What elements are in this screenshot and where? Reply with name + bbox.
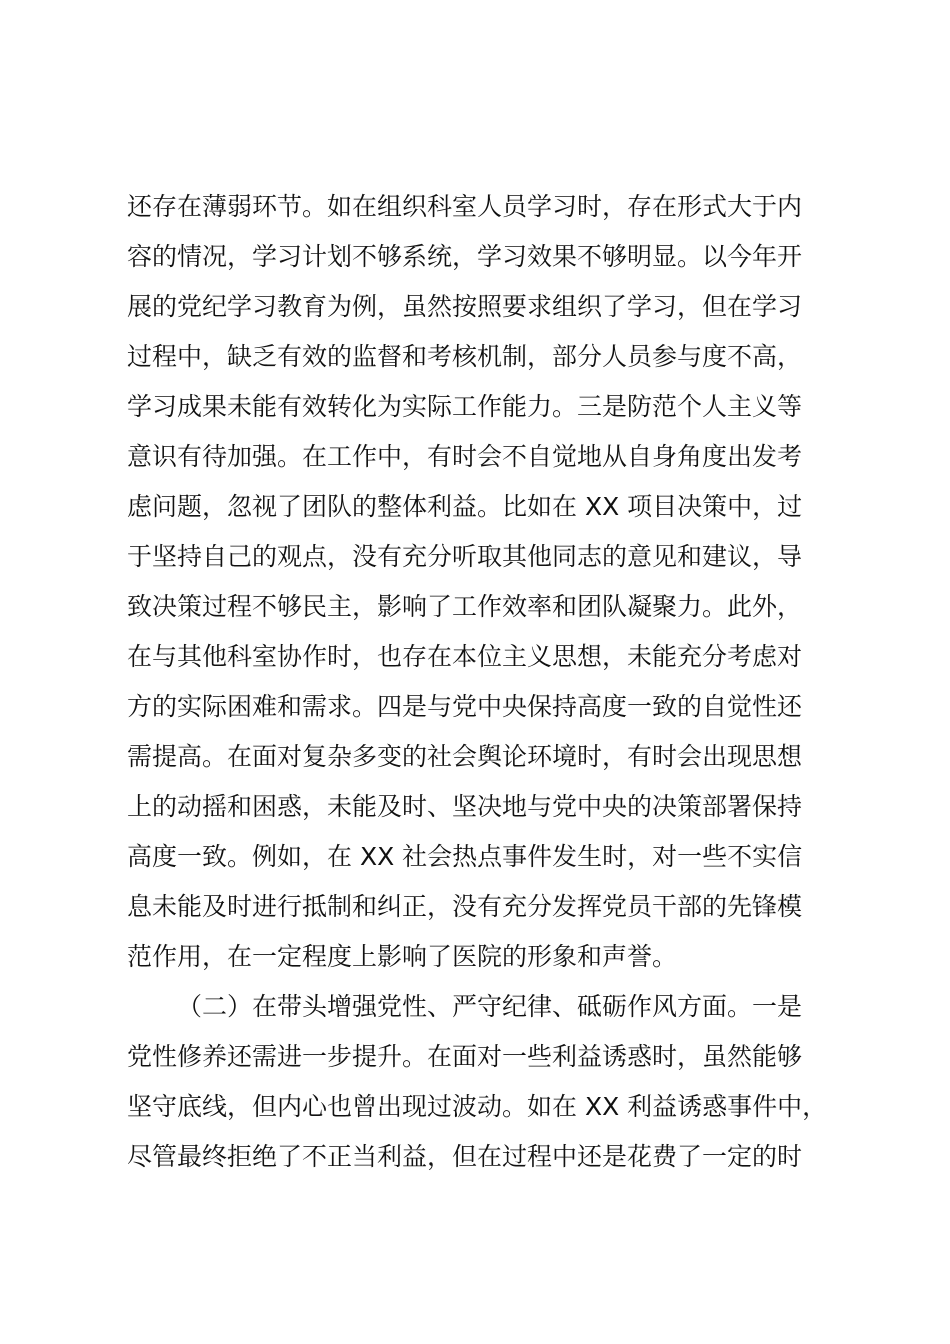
text-line-8: 于坚持自己的观点，没有充分听取其他同志的意见和建议，导 (127, 542, 803, 571)
text-line-9: 致决策过程不够民主，影响了工作效率和团队凝聚力。此外， (127, 592, 803, 621)
text-line-16: 范作用，在一定程度上影响了医院的形象和声誉。 (127, 942, 678, 971)
text-line-4: 过程中，缺乏有效的监督和考核机制，部分人员参与度不高， (127, 342, 803, 371)
text-line-15: 息未能及时进行抵制和纠正，没有充分发挥党员干部的先锋模 (127, 892, 803, 921)
text-line-10: 在与其他科室协作时，也存在本位主义思想，未能充分考虑对 (127, 642, 803, 671)
text-line-5: 学习成果未能有效转化为实际工作能力。三是防范个人主义等 (127, 392, 803, 421)
text-line-6: 意识有待加强。在工作中，有时会不自觉地从自身角度出发考 (127, 442, 803, 471)
text-line-12: 需提高。在面对复杂多变的社会舆论环境时，有时会出现思想 (127, 742, 803, 771)
text-line-14: 高度一致。例如，在 XX 社会热点事件发生时，对一些不实信 (127, 842, 803, 871)
text-line-13: 上的动摇和困惑，未能及时、坚决地与党中央的决策部署保持 (127, 792, 803, 821)
text-line-11: 方的实际困难和需求。四是与党中央保持高度一致的自觉性还 (127, 692, 803, 721)
text-line-7: 虑问题，忽视了团队的整体利益。比如在 XX 项目决策中，过 (127, 492, 803, 521)
section-heading-line: （二）在带头增强党性、严守纪律、砥砺作风方面。一是 (177, 992, 803, 1021)
text-line-3: 展的党纪学习教育为例，虽然按照要求组织了学习，但在学习 (127, 292, 803, 321)
body-text (127, 182, 839, 1182)
text-line-2: 容的情况，学习计划不够系统，学习效果不够明显。以今年开 (127, 242, 803, 271)
text-line-1: 还存在薄弱环节。如在组织科室人员学习时，存在形式大于内 (127, 192, 803, 221)
text-line-18: 党性修养还需进一步提升。在面对一些利益诱惑时，虽然能够 (127, 1042, 803, 1071)
text-line-19: 坚守底线，但内心也曾出现过波动。如在 XX 利益诱惑事件中， (127, 1092, 828, 1121)
text-line-20: 尽管最终拒绝了不正当利益，但在过程中还是花费了一定的时 (127, 1142, 803, 1171)
